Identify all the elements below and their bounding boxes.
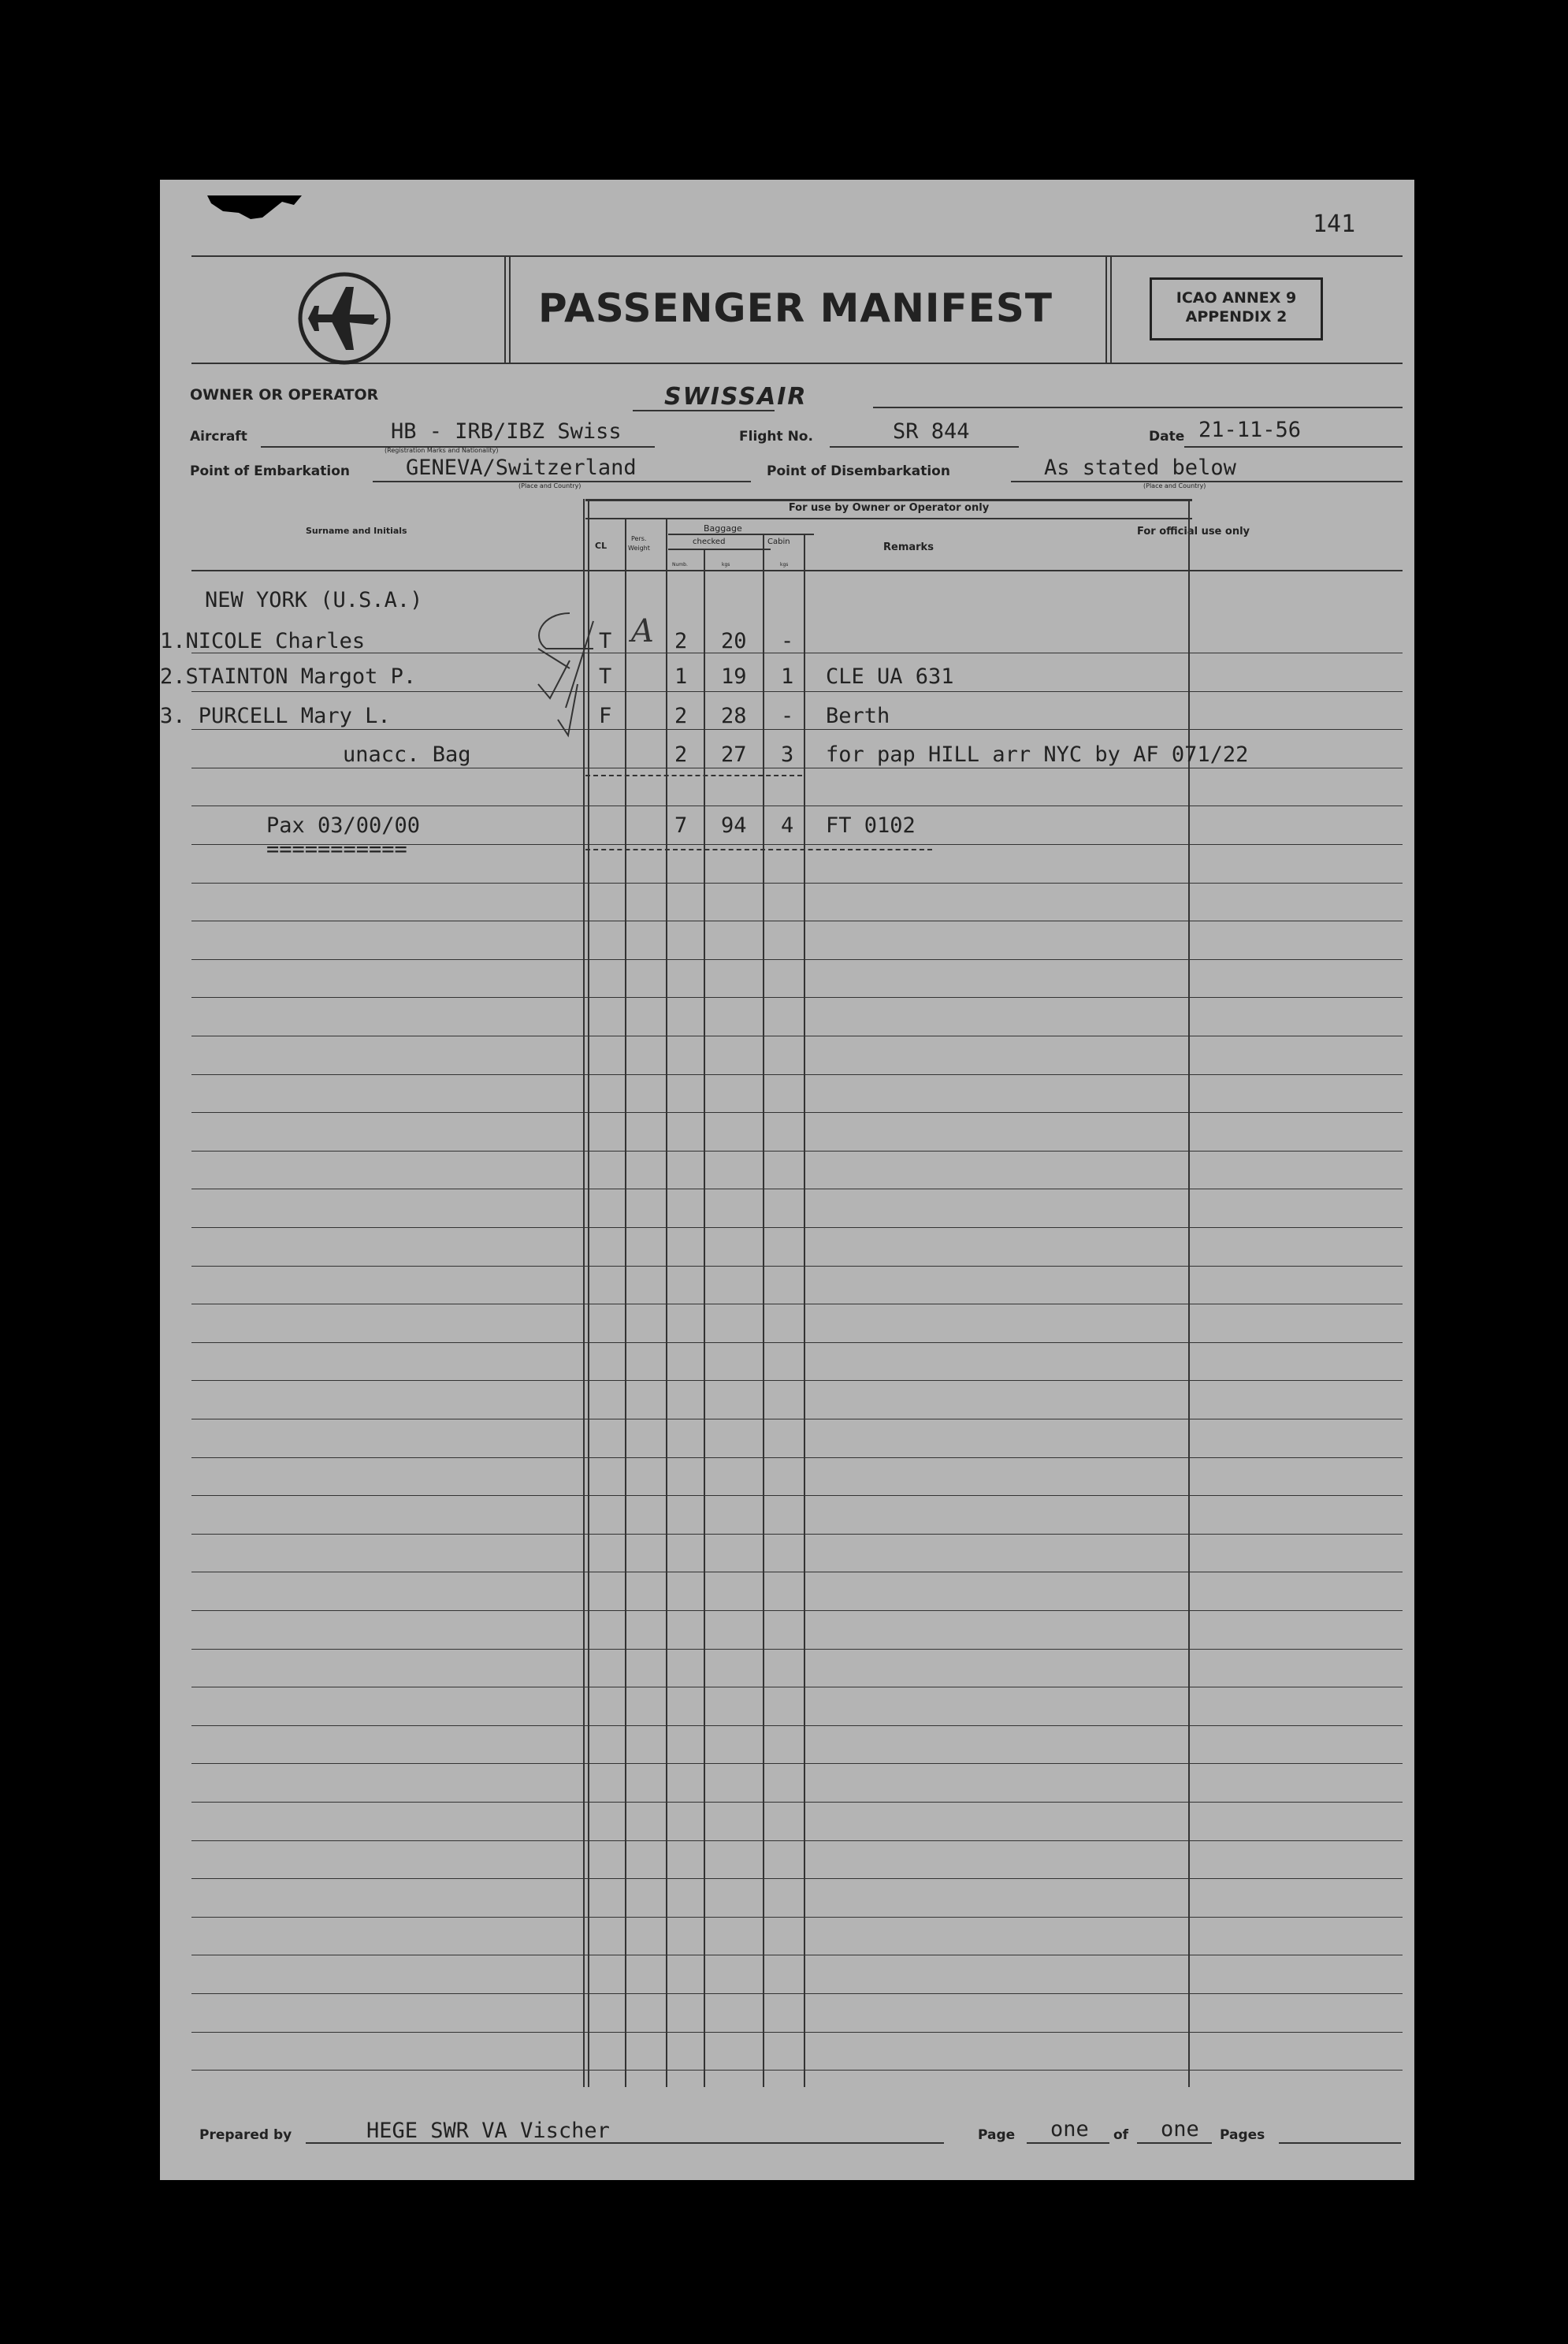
ruled-line — [191, 1151, 1403, 1152]
baggage-count: 2 — [674, 742, 688, 767]
flight-no-label: Flight No. — [739, 429, 813, 445]
passenger-remarks: for pap HILL arr NYC by AF 071/22 — [826, 742, 1249, 767]
ruled-line — [191, 729, 1403, 730]
cabin-baggage: 3 — [781, 742, 794, 767]
ruled-line — [191, 1725, 1403, 1726]
passenger-name: 3. PURCELL Mary L. — [160, 704, 391, 728]
baggage-header: Baggage — [704, 523, 742, 534]
date-label: Date — [1149, 429, 1185, 445]
baggage-kgs: 19 — [721, 664, 747, 689]
ruled-line — [191, 1342, 1403, 1343]
of-label: of — [1113, 2127, 1129, 2143]
ruled-line — [191, 959, 1403, 960]
ruled-line — [191, 1227, 1403, 1228]
total-remarks: FT 0102 — [826, 813, 916, 838]
pages-label: Pages — [1220, 2127, 1265, 2143]
ruled-line — [191, 1917, 1403, 1918]
page-value: one — [1050, 2117, 1089, 2141]
passenger-class: T — [599, 664, 612, 689]
pax-total: Pax 03/00/00 — [266, 813, 421, 838]
remarks-header: Remarks — [883, 541, 934, 553]
disembarkation-value: As stated below — [1044, 456, 1236, 480]
cabin-kgs-header: kgs — [780, 562, 789, 567]
owner-use-label: For use by Owner or Operator only — [788, 502, 990, 514]
operator-logo: SWISSAIR — [664, 383, 808, 411]
cl-header: CL — [595, 541, 608, 551]
baggage-kgs: 20 — [721, 629, 747, 653]
ruled-line — [191, 1878, 1403, 1879]
page-label: Page — [978, 2127, 1016, 2143]
ruled-line — [191, 1074, 1403, 1075]
manifest-sheet — [160, 180, 1414, 2180]
disembarkation-label: Point of Disembarkation — [767, 463, 950, 479]
ruled-line — [191, 1763, 1403, 1764]
prepared-by-label: Prepared by — [199, 2127, 292, 2143]
aircraft-label: Aircraft — [190, 429, 247, 445]
icao-annex: ICAO ANNEX 9 — [1176, 289, 1297, 307]
date-value: 21-11-56 — [1198, 418, 1302, 442]
of-value: one — [1161, 2117, 1199, 2141]
ruled-line — [191, 691, 1403, 692]
cabin-baggage: 1 — [781, 664, 794, 689]
passenger-remarks: CLE UA 631 — [826, 664, 954, 689]
airplane-logo-icon — [297, 271, 392, 366]
flight-no-value: SR 844 — [893, 419, 970, 444]
baggage-count: 2 — [674, 629, 688, 653]
baggage-count: 1 — [674, 664, 688, 689]
form-title: PASSENGER MANIFEST — [538, 285, 1053, 331]
icao-appendix: APPENDIX 2 — [1185, 308, 1287, 326]
passenger-name: 1.NICOLE Charles — [160, 629, 366, 653]
ruled-line — [191, 1495, 1403, 1496]
total-count: 7 — [674, 813, 688, 838]
ruled-line — [191, 2070, 1403, 2071]
ruled-line — [191, 1649, 1403, 1650]
baggage-kgs: 28 — [721, 704, 747, 728]
embarkation-label: Point of Embarkation — [190, 463, 350, 479]
pax-total-rule: =========== — [266, 837, 407, 861]
surname-header: Surname and Initials — [306, 526, 407, 536]
cabin-baggage: - — [781, 629, 794, 653]
passenger-name: unacc. Bag — [343, 742, 471, 767]
embarkation-value: GENEVA/Switzerland — [406, 456, 637, 480]
passenger-name: 2.STAINTON Margot P. — [160, 664, 417, 689]
disembarkation-note: (Place and Country) — [1143, 482, 1206, 489]
ruled-line — [191, 997, 1403, 998]
ruled-line — [191, 1993, 1403, 1994]
total-kgs: 94 — [721, 813, 747, 838]
pers-weight-header-1: Pers. — [631, 535, 647, 542]
baggage-count: 2 — [674, 704, 688, 728]
ruled-line — [191, 1380, 1403, 1381]
cabin-baggage: - — [781, 704, 794, 728]
ruled-line — [191, 1610, 1403, 1611]
passenger-remarks: Berth — [826, 704, 890, 728]
destination: NEW YORK (U.S.A.) — [205, 588, 423, 612]
handwritten-a: A — [631, 613, 654, 649]
ruled-line — [191, 1457, 1403, 1458]
ruled-line — [191, 1802, 1403, 1803]
ruled-line — [191, 2032, 1403, 2033]
pers-weight-header-2: Weight — [628, 545, 650, 552]
embarkation-note: (Place and Country) — [518, 482, 581, 489]
ruled-line — [191, 1266, 1403, 1267]
numb-header: Numb. — [672, 562, 688, 567]
official-use-header: For official use only — [1137, 526, 1250, 538]
cabin-header: Cabin — [767, 538, 790, 546]
prepared-by-value: HEGE SWR VA Vischer — [366, 2119, 610, 2143]
passenger-class: F — [599, 704, 612, 728]
page-number: 141 — [1313, 210, 1356, 238]
icao-box — [1150, 277, 1323, 340]
baggage-kgs: 27 — [721, 742, 747, 767]
ruled-line — [191, 1840, 1403, 1841]
owner-label: OWNER OR OPERATOR — [190, 386, 379, 404]
aircraft-value: HB - IRB/IBZ Swiss — [391, 419, 622, 444]
kgs-header: kgs — [722, 562, 730, 567]
ruled-line — [191, 1112, 1403, 1113]
checked-header: checked — [693, 538, 726, 546]
ruled-line — [191, 883, 1403, 884]
ruled-line — [191, 1534, 1403, 1535]
total-cabin: 4 — [781, 813, 794, 838]
torn-corner — [207, 195, 302, 235]
passenger-class: T — [599, 629, 612, 653]
registration-note: (Registration Marks and Nationality) — [385, 447, 499, 454]
